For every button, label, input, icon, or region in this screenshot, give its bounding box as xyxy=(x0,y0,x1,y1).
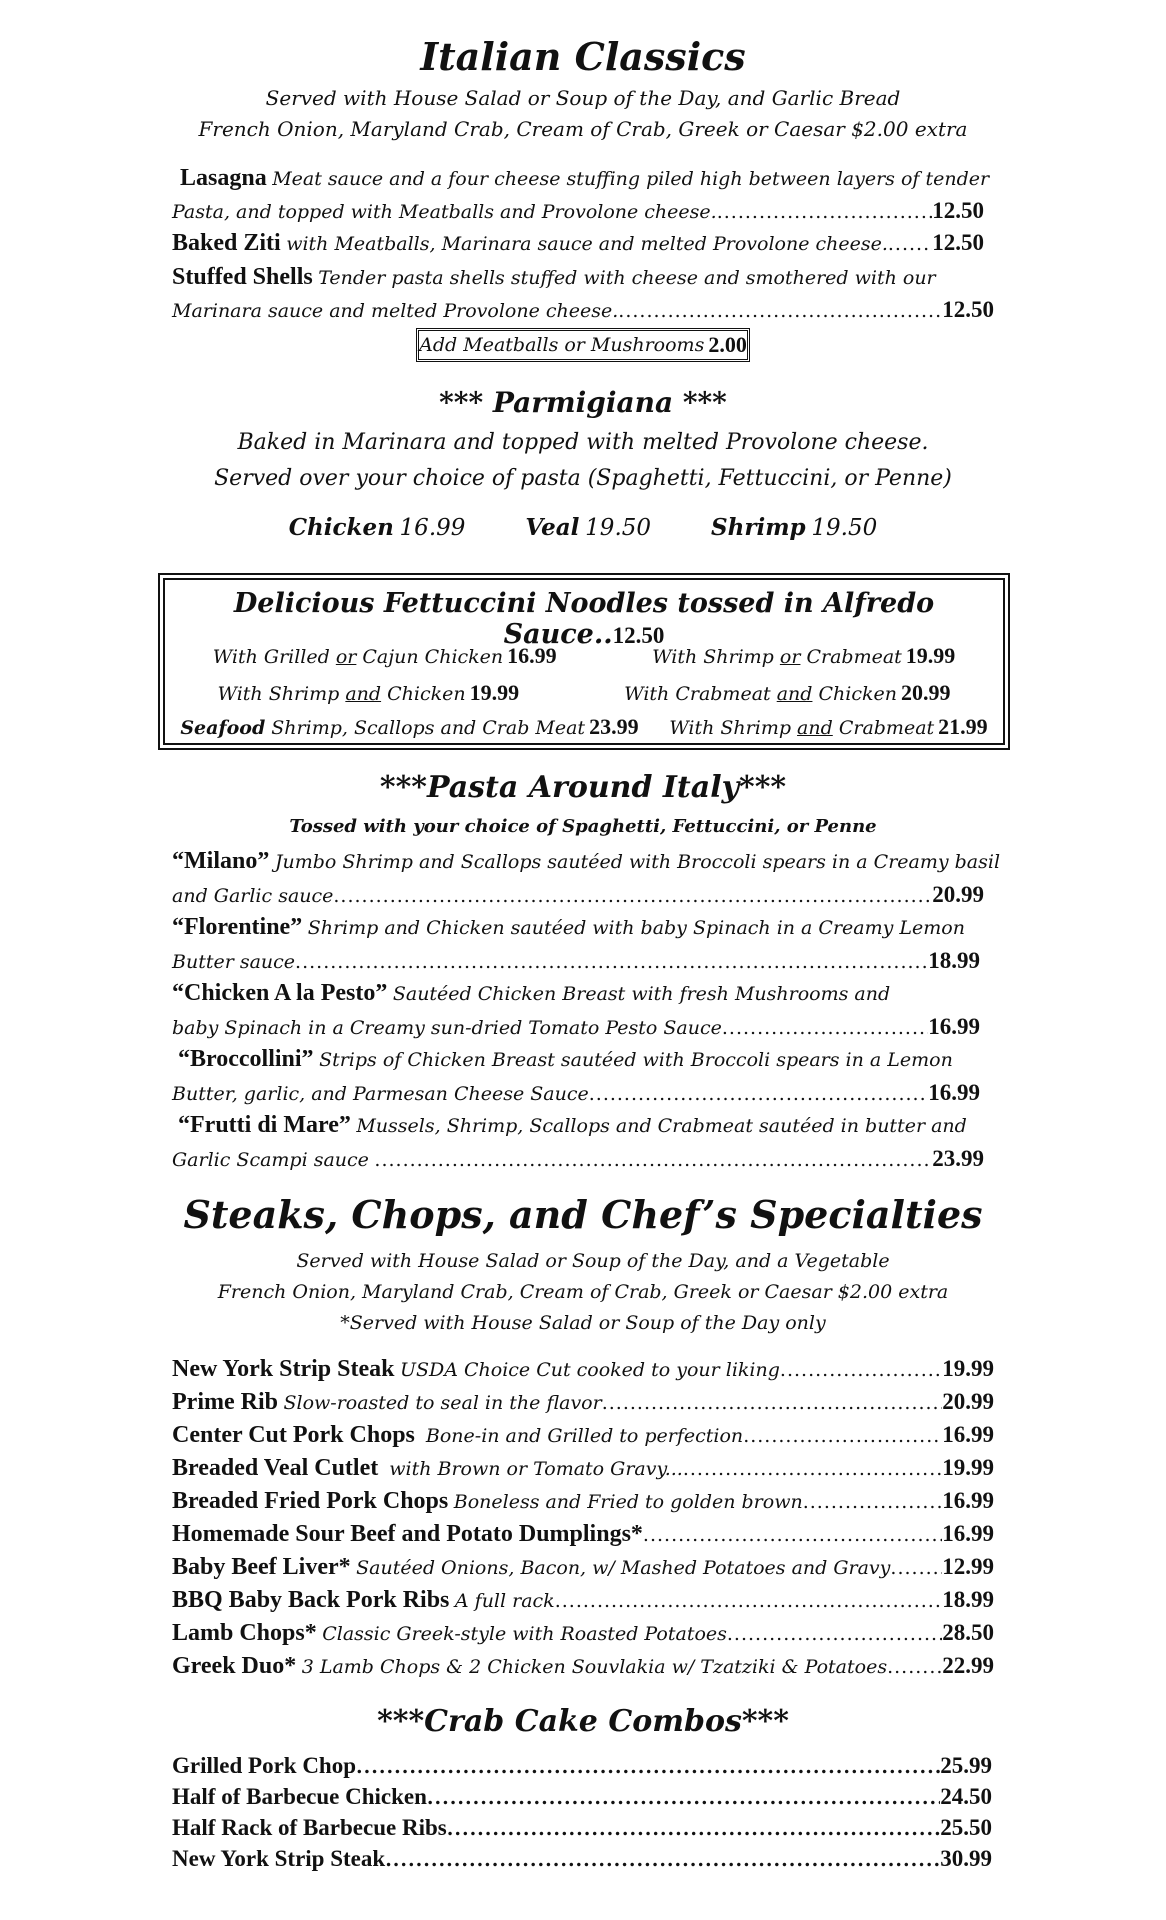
lasagna-line-2 xyxy=(172,198,984,224)
item-name: BBQ Baby Back Pork Ribs xyxy=(172,1587,450,1613)
item-price: 16.99 xyxy=(399,515,466,541)
item-desc: Boneless and Fried to golden brown xyxy=(453,1491,803,1513)
alfredo-option xyxy=(624,680,950,706)
item-name: New York Strip Steak xyxy=(172,1356,395,1382)
opt-price: 23.99 xyxy=(589,714,639,739)
item-name: Lamb Chops* xyxy=(172,1620,317,1646)
steak-item xyxy=(172,1587,994,1614)
item-price: 16.99 xyxy=(942,1422,994,1447)
shells-desc-2: Marinara sauce and melted Provolone cheese. xyxy=(172,300,619,322)
pesto-line-1 xyxy=(172,980,1002,1007)
shells-line-2 xyxy=(172,297,994,323)
leader-dots xyxy=(727,1623,942,1645)
alfredo-option xyxy=(669,714,987,740)
item-name: “Florentine” xyxy=(172,914,303,940)
item-name: Grilled Pork Chop xyxy=(172,1753,357,1778)
item-price: 19.50 xyxy=(811,515,878,541)
combo-item xyxy=(172,1784,992,1810)
steak-item xyxy=(172,1620,994,1647)
steak-item xyxy=(172,1455,994,1482)
leader-dots xyxy=(780,1359,942,1381)
shells-price: 12.50 xyxy=(942,297,994,322)
steak-item xyxy=(172,1422,994,1449)
leader-dots xyxy=(589,1083,929,1105)
item-name: Homemade Sour Beef and Potato Dumplings* xyxy=(172,1521,643,1547)
item-name: Half Rack of Barbecue Ribs xyxy=(172,1815,447,1840)
opt-underline: or xyxy=(779,646,801,668)
leader-dots xyxy=(374,1149,932,1171)
item-desc: Butter, garlic, and Parmesan Cheese Sauce xyxy=(172,1083,589,1105)
opt-text: With Crabmeat xyxy=(624,683,777,705)
opt-text: Crabmeat xyxy=(832,717,935,739)
milano-line-2 xyxy=(172,882,984,908)
item-name: Chicken xyxy=(288,514,394,541)
item-price: 30.99 xyxy=(940,1846,992,1871)
steaks-subtitle-2: French Onion, Maryland Crab, Cream of Crab, Greek or Caesar $2.00 extra xyxy=(217,1281,949,1303)
leader-dots xyxy=(618,300,942,322)
item-price: 22.99 xyxy=(942,1653,994,1678)
item-price: 18.99 xyxy=(928,948,980,973)
steaks-title: Steaks, Chops, and Chef’s Specialties xyxy=(183,1192,983,1237)
item-price: 18.99 xyxy=(942,1587,994,1612)
parmigiana-subtitle-2: Served over your choice of pasta (Spaghetti, Fettuccini, or Penne) xyxy=(214,466,952,491)
crab-combos-title: ***Crab Cake Combos*** xyxy=(377,1704,789,1739)
opt-price: 16.99 xyxy=(507,643,557,668)
item-price: 16.99 xyxy=(942,1488,994,1513)
item-name: Veal xyxy=(525,514,580,541)
item-price: 23.99 xyxy=(932,1146,984,1171)
item-name: “Milano” xyxy=(172,848,270,874)
opt-bold: Seafood xyxy=(180,717,266,739)
ziti-desc: with Meatballs, Marinara sauce and melted Provolone cheese. xyxy=(286,233,888,255)
leader-dots xyxy=(333,885,932,907)
item-price: 25.99 xyxy=(940,1753,992,1778)
alfredo-title-text: Delicious Fettuccini Noodles tossed in Alfredo Sauce.. xyxy=(233,588,935,650)
item-desc: Bone-in and Grilled to perfection xyxy=(425,1425,744,1447)
lasagna-desc-2: Pasta, and topped with Meatballs and Provolone cheese. xyxy=(172,201,717,223)
leader-dots xyxy=(643,1524,942,1546)
leader-dots xyxy=(743,1425,942,1447)
italian-title: Italian Classics xyxy=(420,34,746,79)
alfredo-row-1 xyxy=(165,643,1003,669)
opt-text: With Shrimp xyxy=(652,646,780,668)
leader-dots xyxy=(890,1557,942,1579)
parmigiana-title: *** Parmigiana *** xyxy=(439,386,727,419)
italian-subtitle-1: Served with House Salad or Soup of the Day, and Garlic Bread xyxy=(265,86,901,110)
florentine-line-1 xyxy=(172,914,1002,941)
item-desc: baby Spinach in a Creamy sun-dried Tomato Pesto Sauce xyxy=(172,1017,722,1039)
ziti-name: Baked Ziti xyxy=(172,230,281,256)
steak-item xyxy=(172,1389,994,1416)
leader-dots xyxy=(683,1458,942,1480)
item-name: Prime Rib xyxy=(172,1389,278,1415)
item-desc: Slow-roasted to seal in the flavor xyxy=(283,1392,602,1414)
parmigiana-subtitle-1: Baked in Marinara and topped with melted Provolone cheese. xyxy=(237,430,929,455)
steak-item xyxy=(172,1356,994,1383)
item-price: 20.99 xyxy=(942,1389,994,1414)
item-desc: 3 Lamb Chops & 2 Chicken Souvlakia w/ Tzatziki & Potatoes xyxy=(301,1656,888,1678)
opt-text: Cajun Chicken xyxy=(356,646,504,668)
leader-dots xyxy=(427,1787,940,1809)
leader-dots xyxy=(888,233,932,255)
alfredo-row-3 xyxy=(165,714,1003,740)
opt-price: 20.99 xyxy=(900,680,951,705)
leader-dots xyxy=(356,1756,940,1778)
item-desc: and Garlic sauce xyxy=(172,885,334,907)
pasta-italy-title: ***Pasta Around Italy*** xyxy=(379,770,787,805)
item-price: 16.99 xyxy=(928,1014,980,1039)
item-desc: Mussels, Shrimp, Scallops and Crabmeat sautéed in butter and xyxy=(356,1115,967,1137)
frutti-line-1 xyxy=(178,1112,1008,1139)
item-name: Center Cut Pork Chops xyxy=(172,1422,415,1448)
item-desc: Jumbo Shrimp and Scallops sautéed with Broccoli spears in a Creamy basil xyxy=(274,851,1001,873)
item-price: 19.99 xyxy=(942,1356,994,1381)
item-price: 12.99 xyxy=(942,1554,994,1579)
lasagna-desc-1: Meat sauce and a four cheese stuffing piled high between layers of tender xyxy=(272,168,990,190)
item-name: “Chicken A la Pesto” xyxy=(172,980,388,1006)
item-price: 16.99 xyxy=(942,1521,994,1546)
item-desc: Classic Greek-style with Roasted Potatoes xyxy=(322,1623,727,1645)
item-desc: Sautéed Chicken Breast with fresh Mushrooms and xyxy=(392,983,891,1005)
combo-item xyxy=(172,1815,992,1841)
leader-dots xyxy=(602,1392,943,1414)
steak-item xyxy=(172,1653,994,1680)
opt-text: With Grilled xyxy=(212,646,336,668)
opt-text: Crabmeat xyxy=(800,646,902,668)
shells-name: Stuffed Shells xyxy=(172,264,313,290)
leader-dots xyxy=(722,1017,928,1039)
item-desc: Strips of Chicken Breast sautéed with Broccoli spears in a Lemon xyxy=(319,1049,953,1071)
frutti-line-2 xyxy=(172,1146,984,1172)
lasagna-name: Lasagna xyxy=(180,165,267,191)
italian-subtitle-2: French Onion, Maryland Crab, Cream of Crab, Greek or Caesar $2.00 extra xyxy=(198,117,968,141)
opt-text: With Shrimp xyxy=(217,683,346,705)
pesto-line-2 xyxy=(172,1014,980,1040)
leader-dots xyxy=(717,201,933,223)
item-name: “Frutti di Mare” xyxy=(178,1112,351,1138)
steaks-subtitle-3: *Served with House Salad or Soup of the Day only xyxy=(340,1312,826,1334)
item-name: Greek Duo* xyxy=(172,1653,297,1679)
item-desc: Butter sauce xyxy=(172,951,296,973)
parmigiana-shrimp xyxy=(711,514,877,541)
add-meatballs-box xyxy=(416,328,750,362)
combo-item xyxy=(172,1846,992,1872)
steak-item xyxy=(172,1488,994,1515)
parmigiana-veal xyxy=(525,514,651,541)
item-desc: Shrimp and Chicken sautéed with baby Spinach in a Creamy Lemon xyxy=(307,917,965,939)
opt-price: 21.99 xyxy=(938,714,988,739)
item-price: 24.50 xyxy=(940,1784,992,1809)
combo-item xyxy=(172,1753,992,1779)
lasagna-line-1 xyxy=(180,165,1010,192)
parmigiana-items xyxy=(0,514,1166,541)
shells-line-1 xyxy=(172,264,1002,291)
alfredo-row-2 xyxy=(165,680,1003,706)
alfredo-option xyxy=(218,680,520,706)
leader-dots xyxy=(385,1849,940,1871)
alfredo-price: 12.50 xyxy=(612,623,665,648)
item-name: Shrimp xyxy=(711,514,806,541)
item-price: 16.99 xyxy=(928,1080,980,1105)
opt-price: 19.99 xyxy=(905,643,956,668)
alfredo-option xyxy=(180,714,638,740)
alfredo-option xyxy=(652,643,955,669)
alfredo-box xyxy=(158,573,1010,750)
lasagna-price: 12.50 xyxy=(932,198,984,223)
milano-line-1 xyxy=(172,848,1002,875)
broccollini-line-1 xyxy=(178,1046,1008,1073)
leader-dots xyxy=(295,951,928,973)
opt-price: 19.99 xyxy=(469,680,520,705)
item-desc: Sautéed Onions, Bacon, w/ Mashed Potatoes and Gravy xyxy=(356,1557,891,1579)
opt-underline: and xyxy=(797,717,833,739)
add-text: Add Meatballs or Mushrooms xyxy=(419,334,705,356)
item-name: Baby Beef Liver* xyxy=(172,1554,351,1580)
ziti-line xyxy=(172,230,984,257)
leader-dots xyxy=(447,1818,941,1840)
item-name: Breaded Veal Cutlet xyxy=(172,1455,379,1481)
opt-text: Chicken xyxy=(381,683,466,705)
ziti-price: 12.50 xyxy=(932,230,984,255)
broccollini-line-2 xyxy=(172,1080,980,1106)
opt-underline: or xyxy=(335,646,357,668)
item-price: 28.50 xyxy=(942,1620,994,1645)
item-price: 25.50 xyxy=(940,1815,992,1840)
alfredo-option xyxy=(213,643,557,669)
alfredo-title xyxy=(165,588,1003,650)
item-name: New York Strip Steak xyxy=(172,1846,386,1871)
item-name: Half of Barbecue Chicken xyxy=(172,1784,427,1809)
item-desc: USDA Choice Cut cooked to your liking xyxy=(399,1359,780,1381)
item-desc: Garlic Scampi sauce xyxy=(172,1149,369,1171)
opt-text: With Shrimp xyxy=(669,717,798,739)
shells-desc-1: Tender pasta shells stuffed with cheese and smothered with our xyxy=(318,267,936,289)
item-price: 19.99 xyxy=(942,1455,994,1480)
leader-dots xyxy=(555,1590,943,1612)
leader-dots xyxy=(887,1656,942,1678)
item-name: “Broccollini” xyxy=(178,1046,314,1072)
item-price: 19.50 xyxy=(585,515,652,541)
item-price: 20.99 xyxy=(932,882,984,907)
item-desc: A full rack xyxy=(454,1590,555,1612)
opt-text: Chicken xyxy=(812,683,897,705)
pasta-italy-subtitle: Tossed with your choice of Spaghetti, Fettuccini, or Penne xyxy=(289,816,877,837)
item-name: Breaded Fried Pork Chops xyxy=(172,1488,449,1514)
add-price: 2.00 xyxy=(708,332,747,357)
opt-text: Shrimp, Scallops and Crab Meat xyxy=(265,717,586,739)
opt-underline: and xyxy=(345,683,382,705)
steaks-subtitle-1: Served with House Salad or Soup of the Day, and a Vegetable xyxy=(296,1250,890,1272)
steak-item xyxy=(172,1554,994,1581)
opt-underline: and xyxy=(776,683,813,705)
item-desc: with Brown or Tomato Gravy... xyxy=(389,1458,683,1480)
florentine-line-2 xyxy=(172,948,980,974)
steak-item xyxy=(172,1521,994,1548)
leader-dots xyxy=(803,1491,943,1513)
parmigiana-chicken xyxy=(289,514,466,541)
